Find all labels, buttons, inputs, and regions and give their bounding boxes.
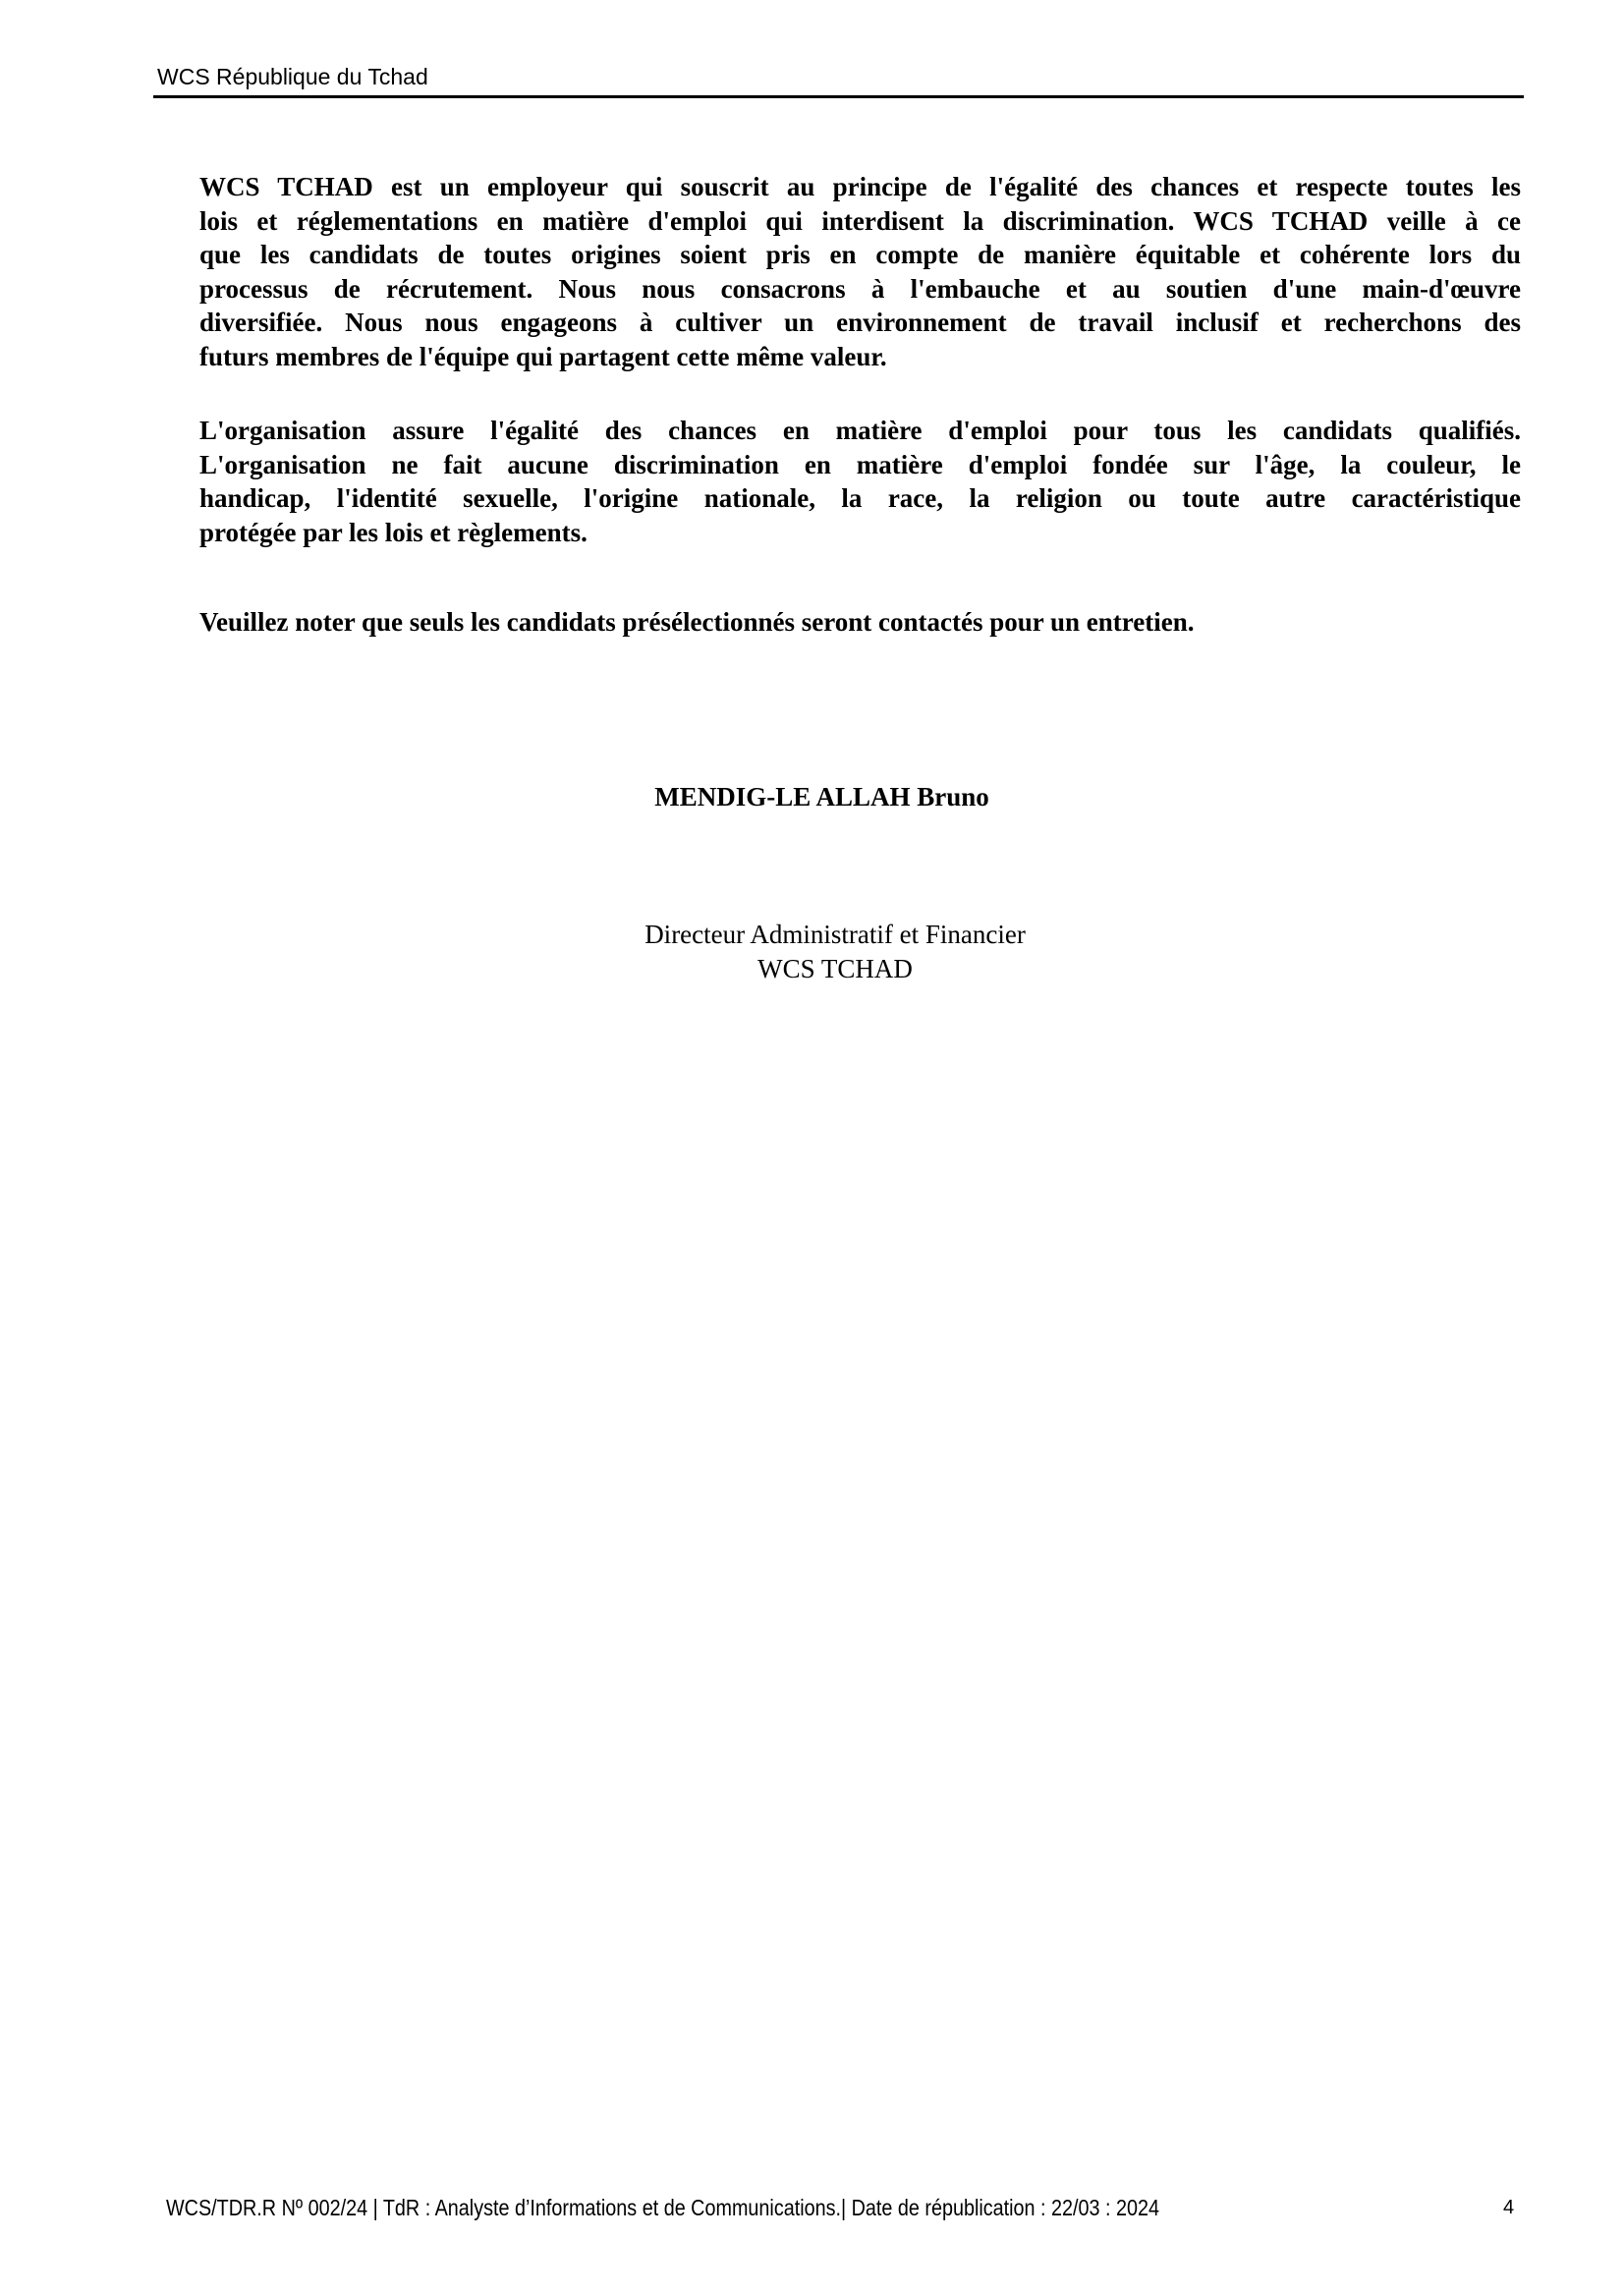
paragraph-line: Veuillez noter que seuls les candidats présélectionnés seront contactés pour un entretien. <box>199 607 1195 637</box>
paragraph-line: processus de récrutement. Nous nous consacrons à l'embauche et au soutien d'une main-d'œuvre <box>199 273 1521 304</box>
header-divider <box>153 95 1524 98</box>
paragraph-non-discrimination <box>199 414 1521 549</box>
paragraph-line: WCS TCHAD est un employeur qui souscrit au principe de l'égalité des chances et respecte toutes les <box>199 172 1521 201</box>
paragraph-line: lois et réglementations en matière d'emploi qui interdisent la discrimination. WCS TCHAD veille à ce <box>199 205 1521 236</box>
paragraph-line: diversifiée. Nous nous engageons à cultiver un environnement de travail inclusif et recherchons des <box>199 308 1521 337</box>
paragraph-shortlist-notice <box>199 605 1521 640</box>
footer-reference: WCS/TDR.R Nº 002/24 | TdR : Analyste d’Informations et de Communications.| Date de républication : 22/03 : 2024 <box>166 2195 1160 2220</box>
signatory-title: Directeur Administratif et Financier <box>644 920 1026 949</box>
page-number: 4 <box>1503 2197 1515 2218</box>
paragraph-equal-opportunity-employer <box>199 170 1521 373</box>
signatory-name: MENDIG-LE ALLAH Bruno <box>654 782 989 812</box>
paragraph-line: L'organisation assure l'égalité des chances en matière d'emploi pour tous les candidats qualifiés. <box>199 416 1521 445</box>
running-header: WCS République du Tchad <box>157 64 428 89</box>
paragraph-line: futurs membres de l'équipe qui partagent cette même valeur. <box>199 341 887 371</box>
paragraph-line: handicap, l'identité sexuelle, l'origine nationale, la race, la religion ou toute autre caractéristique <box>199 483 1521 513</box>
signatory-organization: WCS TCHAD <box>757 954 913 983</box>
paragraph-line: L'organisation ne fait aucune discrimination en matière d'emploi fondée sur l'âge, la couleur, le <box>199 449 1521 479</box>
paragraph-line: que les candidats de toutes origines soient pris en compte de manière équitable et cohérente lors du <box>199 240 1521 269</box>
paragraph-line: protégée par les lois et règlements. <box>199 517 588 547</box>
